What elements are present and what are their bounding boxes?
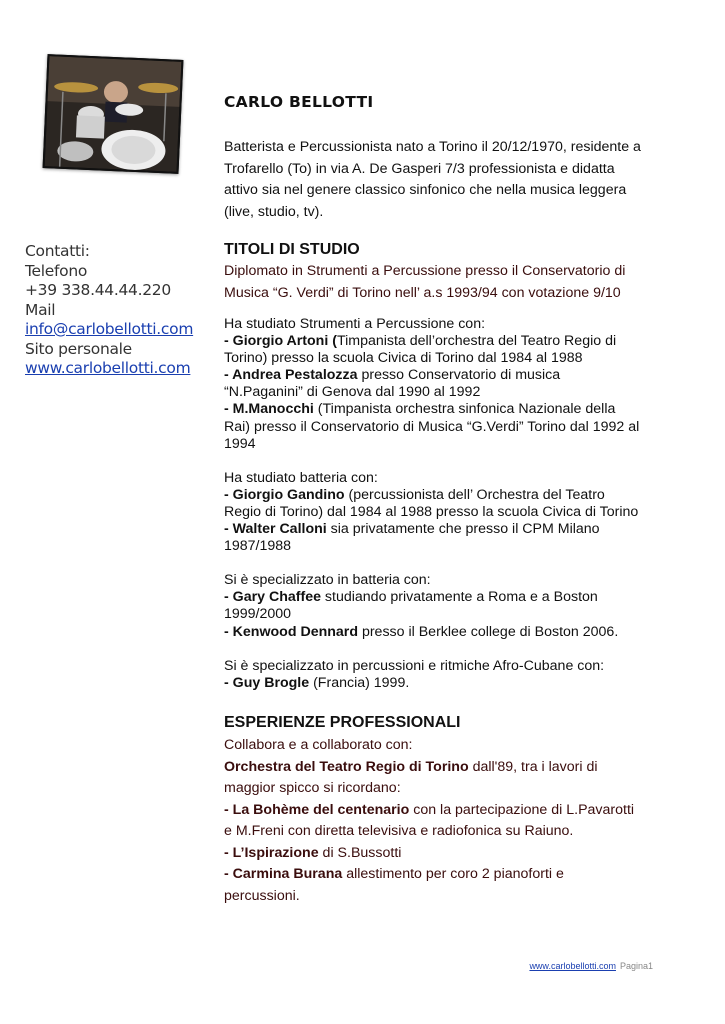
person-name-bold: - [224, 801, 233, 818]
experience-list [224, 735, 664, 907]
line-text: presso Conservatorio di musica [357, 367, 561, 384]
line-text: 1987/1988 [224, 538, 292, 555]
line-text: percussioni. [224, 887, 300, 904]
person-name-bold: - Carmina Burana [224, 866, 343, 882]
drum-teacher-line [224, 487, 664, 504]
perc-teacher-line [224, 436, 664, 453]
person-name-bold: - Andrea Pestalozza [224, 367, 358, 384]
perc-teacher-line [224, 333, 664, 350]
contacts-sidebar [25, 242, 205, 379]
site-label: Sito personale [25, 339, 132, 358]
intro-line: Batterista e Percussionista nato a Torino il 20/12/1970, residente a [224, 139, 641, 155]
line-text: Torino) presso la scuola Civica di Torino dal 1984 al 1988 [224, 350, 583, 367]
experience-line [224, 778, 664, 800]
experience-line [224, 843, 664, 865]
website-link[interactable]: www.carlobellotti.com [25, 359, 191, 377]
perc-teachers-list [224, 333, 664, 453]
diploma-paragraph [224, 261, 664, 304]
person-name-bold: - Giorgio Artoni ( [224, 333, 337, 350]
perc-teacher-line [224, 350, 664, 367]
drum-teacher-line [224, 521, 664, 538]
work-title-bold: La Bohème del centenario [232, 801, 410, 818]
email-link[interactable]: info@carlobellotti.com [25, 320, 194, 338]
line-text: allestimento per coro 2 pianoforti e [342, 866, 564, 882]
line-text: Regio di Torino) dal 1984 al 1988 presso la scuola Civica di Torino [224, 503, 639, 520]
person-name-bold: Orchestra del Teatro Regio di Torino [224, 758, 469, 775]
experience-heading: ESPERIENZE PROFESSIONALI [224, 714, 461, 731]
line-text: (Timpanista orchestra sinfonica Nazionale della [313, 401, 616, 418]
line-text: Collabora e a collaborato con: [224, 737, 413, 753]
person-name: CARLO BELLOTTI [224, 93, 374, 111]
person-name-bold: - L’Ispirazione [224, 844, 319, 861]
perc-teacher-line [224, 367, 664, 384]
drum-teacher-line [224, 538, 664, 555]
studio-heading: TITOLI DI STUDIO [224, 241, 360, 258]
experience-line [224, 864, 664, 886]
drum-teachers-list [224, 487, 664, 555]
line-text: presso il Berklee college di Boston 2006. [358, 623, 619, 640]
afro-cuban-line [224, 675, 664, 692]
line-text: (percussionista dell’ Orchestra del Teatro [344, 486, 605, 503]
drums-intro: Ha studiato batteria con: [224, 469, 378, 486]
person-name-bold: - M.Manocchi [224, 401, 314, 418]
specialization-list [224, 589, 664, 640]
experience-line [224, 821, 664, 843]
diploma-line: Diplomato in Strumenti a Percussione presso il Conservatorio di [224, 263, 626, 279]
experience-line [224, 886, 664, 908]
intro-line: Trofarello (To) in via A. De Gasperi 7/3 professionista e didatta [224, 160, 615, 177]
specialization-line [224, 624, 664, 641]
perc-intro: Ha studiato Strumenti a Percussione con: [224, 316, 486, 332]
line-text: e M.Freni con diretta televisiva e radiofonica su Raiuno. [224, 823, 574, 839]
line-text: Timpanista dell’orchestra del Teatro Regio di [336, 333, 617, 350]
line-text: Rai) presso il Conservatorio di Musica “G.Verdi” Torino dal 1992 al [224, 418, 640, 435]
experience-line [224, 735, 664, 757]
footer-website-link[interactable]: www.carlobellotti.com [529, 961, 616, 971]
line-text: 1999/2000 [224, 606, 292, 623]
diploma-line: Musica “G. Verdi” di Torino nell’ a.s 1993/94 con votazione 9/10 [224, 284, 621, 301]
specialization-line [224, 589, 664, 606]
experience-line [224, 757, 664, 779]
experience-line [224, 800, 664, 822]
afro-intro: Si è specializzato in percussioni e ritmiche Afro-Cubane con: [224, 657, 605, 674]
person-name-bold: - Guy Brogle [224, 674, 310, 691]
spec-intro: Si è specializzato in batteria con: [224, 572, 431, 589]
perc-teacher-line [224, 384, 664, 401]
line-text: con la partecipazione di L.Pavarotti [409, 801, 635, 818]
phone-number: +39 338.44.44.220 [25, 281, 171, 299]
perc-teacher-line [224, 419, 664, 436]
page-number: Pagina1 [619, 961, 653, 971]
afro-cuban-list [224, 675, 664, 692]
perc-teacher-line [224, 401, 664, 418]
phone-label: Telefono [25, 261, 88, 280]
person-name-bold: - Gary Chaffee [224, 589, 321, 606]
line-text: (Francia) 1999. [309, 674, 410, 691]
person-name-bold: - Kenwood Dennard [224, 623, 358, 640]
line-text: studiando privatamente a Roma e a Boston [320, 589, 598, 606]
page-footer [529, 961, 653, 971]
intro-line: (live, studio, tv). [224, 203, 324, 220]
contacts-label: Contatti: [25, 242, 90, 260]
line-text: maggior spicco si ricordano: [224, 780, 401, 796]
line-text: 1994 [224, 435, 256, 452]
line-text: di S.Bussotti [318, 844, 402, 861]
line-text: dall'89, tra i lavori di [468, 758, 598, 775]
profile-photo [43, 54, 184, 174]
line-text: sia privatamente che presso il CPM Milano [326, 521, 600, 538]
drummer-photo-illustration [45, 56, 182, 172]
studies-block [224, 316, 664, 692]
drum-teacher-line [224, 504, 664, 521]
intro-line: attivo sia nel genere classico sinfonico che nella musica leggera [224, 182, 627, 198]
mail-label: Mail [25, 300, 56, 319]
line-text: “N.Paganini” di Genova dal 1990 al 1992 [224, 384, 481, 401]
specialization-line [224, 606, 664, 623]
person-name-bold: - Walter Calloni [224, 521, 327, 538]
person-name-bold: - Giorgio Gandino [224, 486, 345, 503]
intro-paragraph [224, 137, 664, 223]
